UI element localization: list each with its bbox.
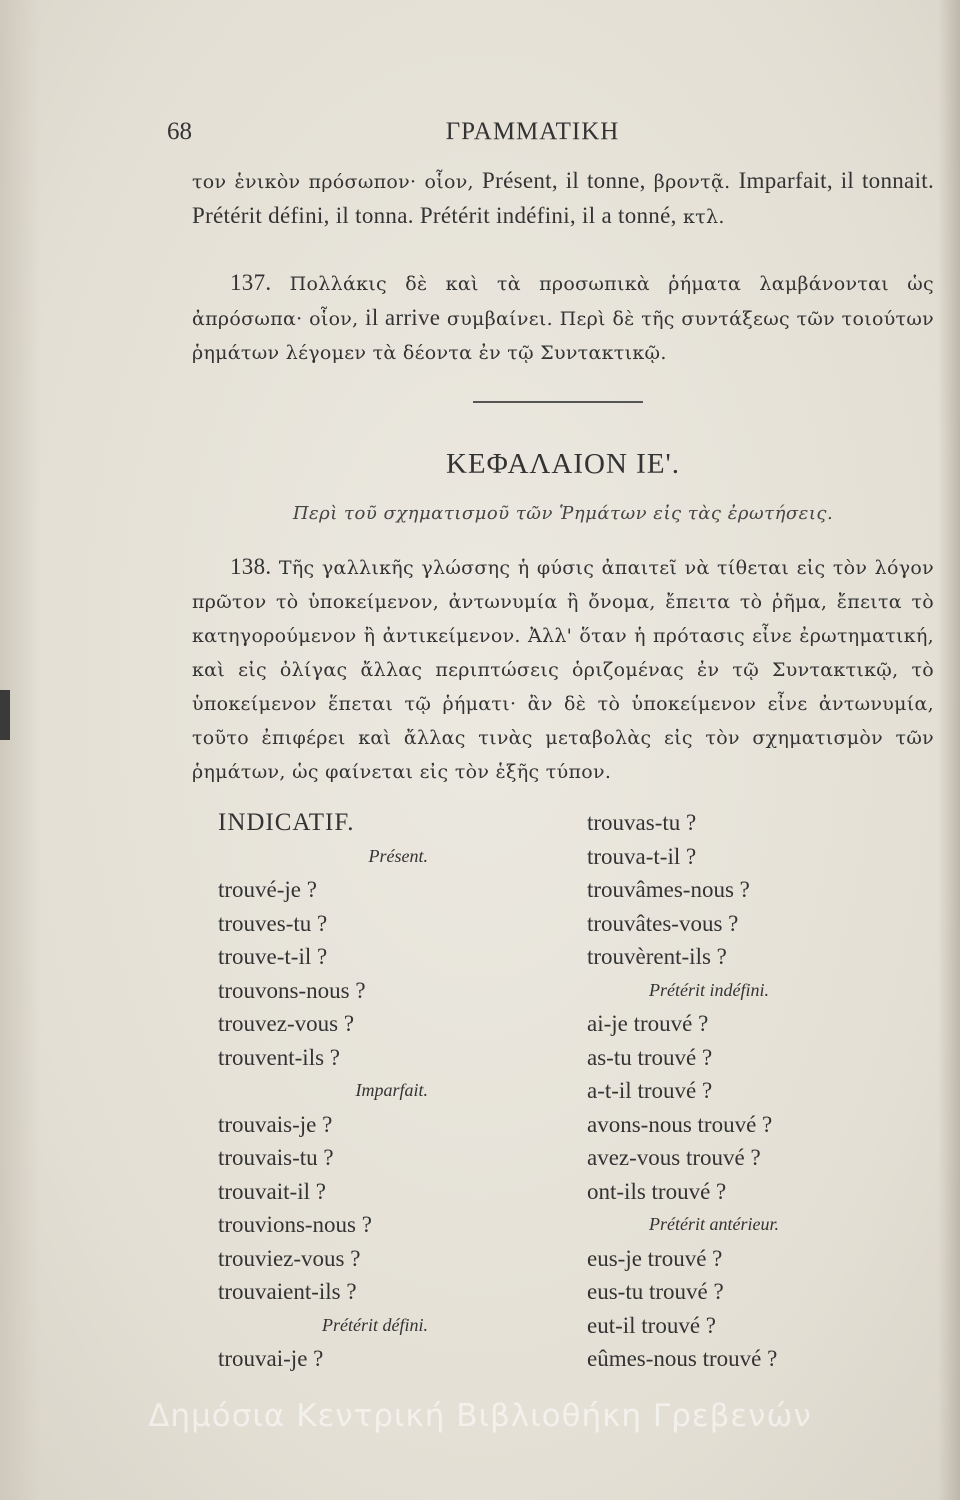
page-number: 68 xyxy=(167,118,192,145)
verb-form: trouve-t-il ? xyxy=(218,944,328,969)
conjugation-column-right xyxy=(587,806,917,1376)
paragraph-138 xyxy=(192,550,934,789)
french-example: il arrive xyxy=(365,305,441,330)
verb-form: ai-je trouvé ? xyxy=(587,1011,709,1036)
verb-form: trouva-t-il ? xyxy=(587,843,697,869)
text-run: κτλ. xyxy=(676,206,725,228)
paragraph-number: 138. xyxy=(230,554,272,579)
verb-form: trouvent-ils ? xyxy=(218,1044,340,1070)
french-example: Présent, il tonne, xyxy=(482,168,646,193)
verb-form: trouvâmes-nous ? xyxy=(587,877,750,902)
section-divider xyxy=(473,401,643,403)
page-edge-shadow xyxy=(938,0,960,1500)
paragraph-137 xyxy=(192,266,934,370)
running-header xyxy=(165,118,900,148)
paragraph-number: 137. xyxy=(230,270,272,295)
spine-shadow xyxy=(0,0,40,1500)
tense-label: Prétérit indéfini. xyxy=(649,979,769,1000)
verb-form: avez-vous trouvé ? xyxy=(587,1145,761,1170)
text-run: συμβαίνει. Περὶ δὲ τῆς συντάξεως τῶν τοιούτων ῥημάτων λέγομεν τὰ δέοντα ἐν τῷ Συντακτικῷ. xyxy=(192,308,935,364)
verb-form: a-t-il trouvé ? xyxy=(587,1078,713,1103)
verb-form: eus-tu trouvé ? xyxy=(587,1279,724,1304)
verb-form: trouvions-nous ? xyxy=(218,1212,372,1237)
paragraph-continued xyxy=(192,164,934,234)
binding-mark xyxy=(0,690,10,740)
verb-form: as-tu trouvé ? xyxy=(587,1044,713,1070)
conjugation-column-left xyxy=(218,806,478,1376)
verb-form: trouvâtes-vous ? xyxy=(587,910,739,936)
text-run: τον ἑνικὸν πρόσωπον· οἷον, xyxy=(192,171,483,193)
french-example: Imparfait, il tonnait. Prétérit défini, il tonna. Prétérit indéfini, il a tonné, xyxy=(192,168,934,228)
tense-label: Prétérit antérieur. xyxy=(649,1214,779,1234)
verb-form: trouvaient-ils ? xyxy=(218,1279,357,1304)
verb-form: trouvait-il ? xyxy=(218,1178,326,1204)
verb-form: trouvèrent-ils ? xyxy=(587,944,727,969)
tense-label: Imparfait. xyxy=(355,1080,428,1100)
text-run: Πολλάκις δὲ καὶ τὰ προσωπικὰ ῥήματα λαμβάνονται ὡς ἀπρόσωπα· οἷον, xyxy=(192,273,934,330)
library-watermark: Δημόσια Κεντρική Βιβλιοθήκη Γρεβενών xyxy=(148,1398,812,1434)
verb-form: trouviez-vous ? xyxy=(218,1245,361,1271)
verb-form: trouvons-nous ? xyxy=(218,977,366,1003)
tense-label: Présent. xyxy=(368,845,428,866)
verb-form: avons-nous trouvé ? xyxy=(587,1111,773,1137)
verb-form: trouvas-tu ? xyxy=(587,810,697,835)
verb-form: trouvai-je ? xyxy=(218,1346,324,1371)
verb-form: eûmes-nous trouvé ? xyxy=(587,1346,778,1371)
verb-form: eus-je trouvé ? xyxy=(587,1245,723,1271)
tense-label: Prétérit défini. xyxy=(322,1314,428,1335)
verb-form: trouves-tu ? xyxy=(218,910,328,936)
verb-form: trouvez-vous ? xyxy=(218,1011,355,1036)
verb-form: trouvais-tu ? xyxy=(218,1145,334,1170)
verb-form: ont-ils trouvé ? xyxy=(587,1178,727,1204)
text-run: Τῆς γαλλικῆς γλώσσης ἡ φύσις ἀπαιτεῖ νὰ τίθεται εἰς τὸν λόγον πρῶτον τὸ ὑποκείμενον, ἀντωνυμία ἢ ὄνομα, ἔπειτα τὸ ῥῆμα, ἔπειτα τὸ κατηγορούμενον ἢ ἀντικείμενον. Ἀλλ' ὅταν ἡ πρότασις εἶνε ἐρωτηματική, καὶ εἰς ὀλίγας ἄλλας περιπτώσεις ὁριζομένας ἐν τῷ Συντακτικῷ, τὸ ὑποκείμενον ἕπεται τῷ ῥήματι· ἂν δὲ τὸ ὑποκείμενον εἶνε ἀντωνυμία, τοῦτο ἐπιφέρει καὶ ἄλλας τινὰς μεταβολὰς εἰς τὸν σχηματισμὸν τῶν ῥημάτων, ὡς φαίνεται εἰς τὸν ἑξῆς τύπον. xyxy=(192,557,934,783)
mood-heading: INDICATIF. xyxy=(218,809,355,836)
chapter-title: ΚΕΦΑΛΑΙΟΝ ΙΕ'. xyxy=(445,448,681,480)
running-title: ΓΡΑΜΜΑΤΙΚΗ xyxy=(445,118,620,145)
verb-form: trouvais-je ? xyxy=(218,1111,333,1137)
text-run: βροντᾷ. xyxy=(645,171,739,193)
verb-form: trouvé-je ? xyxy=(218,877,317,902)
chapter-subtitle: Περὶ τοῦ σχηματισμοῦ τῶν Ῥημάτων εἰς τὰς ἐρωτήσεις. xyxy=(292,503,834,524)
verb-form: eut-il trouvé ? xyxy=(587,1312,717,1338)
